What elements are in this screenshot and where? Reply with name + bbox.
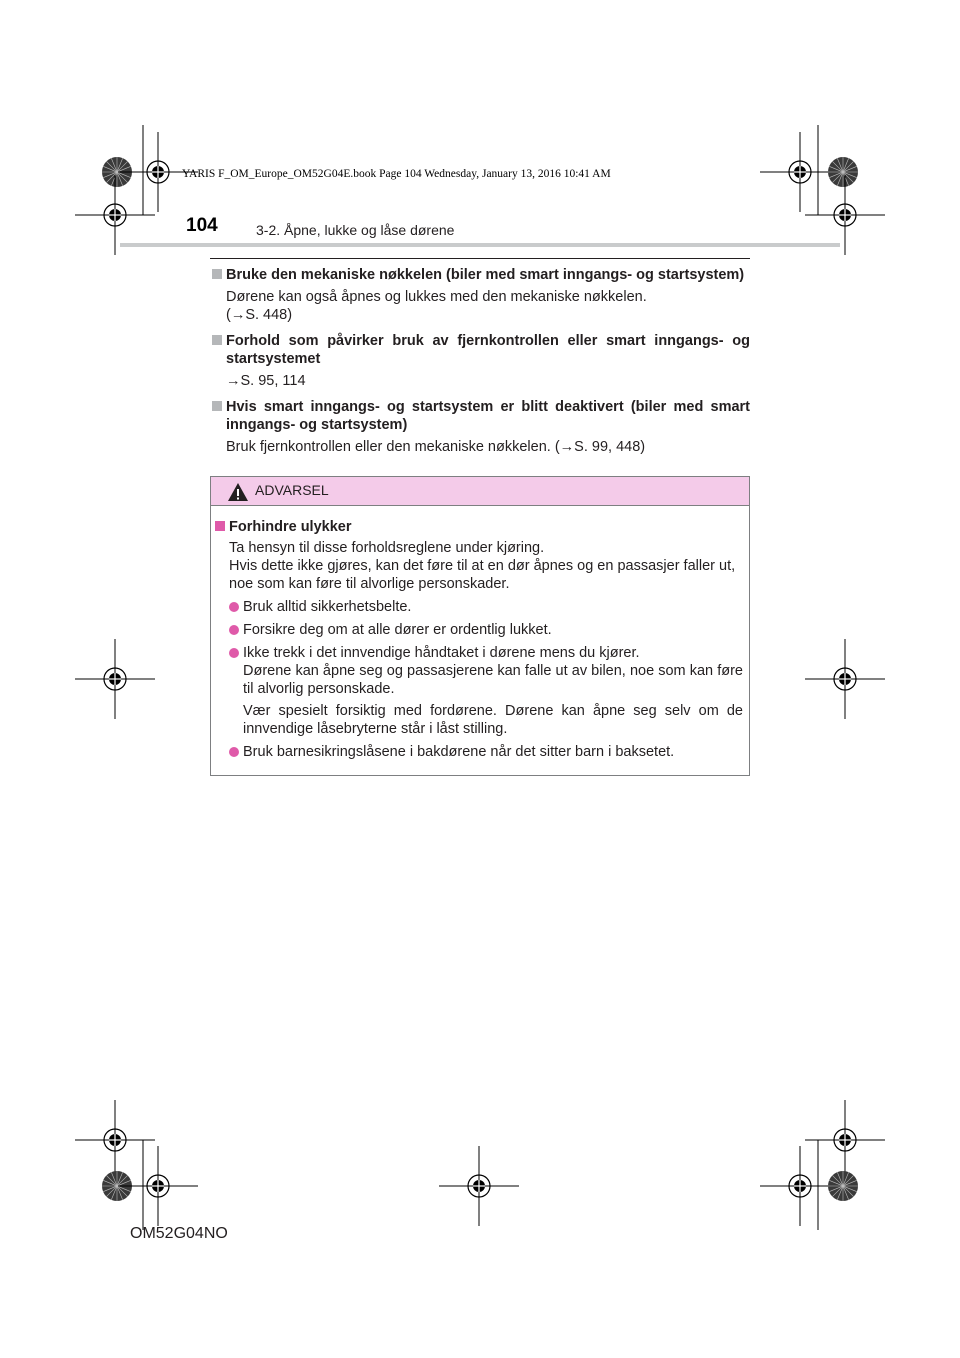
print-meta: YARIS F_OM_Europe_OM52G04E.book Page 104 Wednesday, January 13, 2016 10:41 AM (182, 168, 611, 180)
warning-bullet-note: Vær spesielt forsiktig med fordørene. Dørene kan åpne seg selv om de innvendige låsebryterne står i låst stilling. (243, 703, 743, 737)
content (210, 266, 750, 464)
info-item (210, 398, 750, 456)
registration-mark-icon (805, 639, 885, 719)
item-heading: Bruke den mekaniske nøkkelen (biler med smart inngangs- og startsystem) (226, 266, 750, 284)
item-text: Dørene kan også åpnes og lukkes med den mekaniske nøkkelen. (→S. 448) (226, 288, 750, 324)
item-text: Bruk fjernkontrollen eller den mekaniske nøkkelen. (→S. 99, 448) (226, 439, 646, 455)
square-bullet-icon (212, 401, 222, 411)
header-rule (120, 243, 840, 247)
registration-mark-icon (75, 639, 155, 719)
content-rule (210, 258, 750, 259)
warning-bullet: Bruk alltid sikkerhetsbelte. (215, 598, 743, 616)
item-heading: Hvis smart inngangs- og startsystem er blitt deaktivert (biler med smart inngangs- og startsystem) (226, 398, 750, 434)
warning-body (211, 506, 749, 761)
color-burst-icon (828, 157, 858, 187)
warning-title: ADVARSEL (255, 482, 329, 498)
registration-mark-icon (439, 1146, 519, 1226)
color-burst-icon (828, 1171, 858, 1201)
warning-bullet: Ikke trekk i det innvendige håndtaket i dørene mens du kjører. Dørene kan åpne seg og passasjerene kan falle ut av bilen, noe som kan føre til alvorlig personskade. (215, 644, 743, 698)
registration-mark-icon (805, 1100, 885, 1180)
warning-bullet: Forsikre deg om at alle dører er ordentlig lukket. (215, 621, 743, 639)
item-heading: Forhold som påvirker bruk av fjernkontrollen eller smart inngangs- og startsystemet (226, 332, 750, 368)
page-number: 104 (186, 215, 218, 236)
warning-triangle-icon (227, 482, 249, 502)
warning-heading: Forhindre ulykker (215, 518, 743, 536)
square-bullet-icon (212, 335, 222, 345)
bullet-dot-icon (229, 625, 239, 635)
registration-mark-icon (118, 1146, 198, 1226)
bullet-dot-icon (229, 602, 239, 612)
square-bullet-icon (215, 521, 225, 531)
square-bullet-icon (212, 269, 222, 279)
warning-intro: Ta hensyn til disse forholdsreglene under kjøring. Hvis dette ikke gjøres, kan det føre til at en dør åpnes og en passasjer faller ut, noe som kan føre til alvorlige personskader. (229, 540, 736, 592)
bullet-dot-icon (229, 648, 239, 658)
document-code: OM52G04NO (130, 1225, 228, 1242)
warning-bullet: Bruk barnesikringslåsene i bakdørene når det sitter barn i baksetet. (215, 743, 743, 761)
bullet-dot-icon (229, 747, 239, 757)
warning-header (211, 477, 749, 506)
warning-box (210, 476, 750, 776)
page-reference: (→S. 448) (226, 307, 293, 323)
info-item (210, 332, 750, 390)
info-item (210, 266, 750, 324)
section-title: 3-2. Åpne, lukke og låse dørene (256, 222, 455, 238)
page-reference: →S. 95, 114 (226, 373, 306, 389)
